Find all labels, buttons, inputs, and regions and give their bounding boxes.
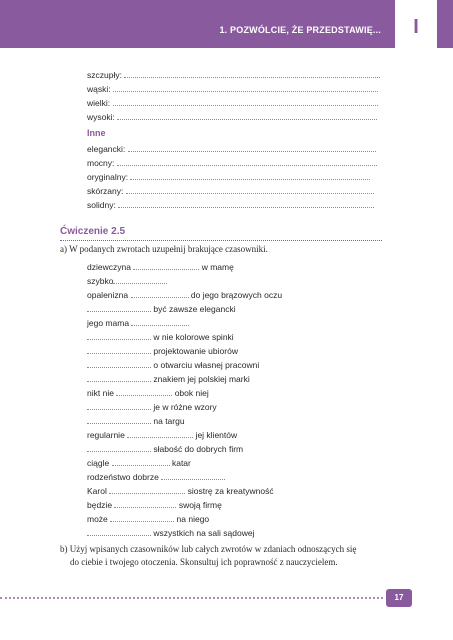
blank-field[interactable] [161, 470, 225, 480]
phrase-row [87, 274, 167, 287]
phrase-after: o otwarciu własnej pracowni [153, 360, 260, 370]
adjective-line [87, 184, 374, 197]
instruction-b-line2: do ciebie i twojego otoczenia. Skonsultuj ich poprawność z nauczycielem. [70, 557, 338, 567]
phrase-after: na niego [176, 514, 210, 524]
phrase-after: siostrę za kreatywność [187, 486, 274, 496]
phrase-row [87, 372, 250, 385]
phrase-row [87, 498, 222, 511]
phrase-row [87, 288, 282, 301]
phrase-row [87, 302, 236, 315]
section-heading-inne: Inne [87, 128, 106, 138]
adjective-line [87, 170, 370, 183]
phrase-row [87, 316, 189, 329]
phrase-row [87, 344, 238, 357]
adjective-label: elegancki: [87, 144, 126, 154]
running-head: 1. POZWÓLCIE, ŻE PRZEDSTAWIĘ... [219, 25, 381, 35]
phrase-row [87, 512, 209, 525]
phrase-before: dziewczyna [87, 262, 131, 272]
phrase-before: Karol [87, 486, 107, 496]
phrase-before: rodzeństwo dobrze [87, 472, 159, 482]
phrase-after: w mamę [201, 262, 234, 272]
phrase-after: na targu [153, 416, 185, 426]
header-band [0, 0, 453, 48]
phrase-before: opalenizna [87, 290, 129, 300]
phrase-after: jej klientów [195, 430, 238, 440]
phrase-before: jego mama [87, 318, 130, 328]
phrase-before: szybko [87, 276, 114, 286]
blank-field[interactable] [87, 414, 151, 424]
blank-field[interactable] [87, 344, 151, 354]
chapter-tab [395, 0, 437, 58]
blank-field[interactable] [109, 484, 185, 494]
adjective-line [87, 68, 380, 81]
blank-field[interactable] [131, 288, 189, 298]
blank-field[interactable] [117, 110, 377, 120]
phrase-after: do jego brązowych oczu [190, 290, 283, 300]
phrase-after: projektowanie ubiorów [153, 346, 238, 356]
blank-field[interactable] [87, 358, 151, 368]
adjective-label: wielki: [87, 98, 111, 108]
adjective-label: szczupły: [87, 70, 122, 80]
phrase-after: swoją firmę [178, 500, 222, 510]
phrase-after: być zawsze elegancki [153, 304, 236, 314]
footer-divider [0, 597, 383, 599]
blank-field[interactable] [118, 198, 374, 208]
adjective-line [87, 142, 376, 155]
adjective-line [87, 96, 378, 109]
phrase-after: słabość do dobrych firm [153, 444, 244, 454]
blank-field[interactable] [117, 156, 377, 166]
phrase-before: nikt nie [87, 388, 114, 398]
phrase-after: obok niej [174, 388, 209, 398]
phrase-after: w nie kolorowe spinki [153, 332, 234, 342]
phrase-row [87, 456, 191, 469]
phrase-row [87, 386, 209, 399]
phrase-row [87, 400, 217, 413]
blank-field[interactable] [112, 456, 170, 466]
phrase-after: wszystkich na sali sądowej [153, 528, 255, 538]
phrase-row [87, 470, 225, 483]
phrase-before: regularnie [87, 430, 125, 440]
phrase-row [87, 414, 185, 427]
blank-field[interactable] [126, 184, 374, 194]
adjective-label: skórzany: [87, 186, 124, 196]
blank-field[interactable] [113, 82, 378, 92]
blank-field[interactable] [128, 142, 376, 152]
adjective-line [87, 156, 377, 169]
phrase-before: ciągle [87, 458, 110, 468]
adjective-label: wysoki: [87, 112, 115, 122]
blank-field[interactable] [116, 386, 172, 396]
blank-field[interactable] [87, 372, 151, 382]
blank-field[interactable] [127, 428, 193, 438]
phrase-row [87, 442, 243, 455]
phrase-row [87, 428, 237, 441]
adjective-line [87, 198, 374, 211]
blank-field[interactable] [87, 400, 151, 410]
phrase-after: je w różne wzory [153, 402, 217, 412]
adjective-label: oryginalny: [87, 172, 129, 182]
blank-field[interactable] [87, 330, 151, 340]
chapter-number: I [413, 16, 419, 38]
blank-field[interactable] [133, 260, 199, 270]
phrase-row [87, 330, 234, 343]
phrase-after: znakiem jej polskiej marki [153, 374, 250, 384]
instruction-b-line1: b) Użyj wpisanych czasowników lub całych zwrotów w zdaniach odnoszących się [60, 544, 357, 554]
adjective-label: mocny: [87, 158, 115, 168]
blank-field[interactable] [87, 302, 151, 312]
adjective-label: wąski: [87, 84, 111, 94]
phrase-row [87, 526, 254, 539]
blank-field[interactable] [87, 526, 151, 536]
adjective-line [87, 110, 377, 123]
instruction-a: a) W podanych zwrotach uzupełnij brakujące czasowniki. [60, 244, 268, 254]
exercise-title: Ćwiczenie 2.5 [60, 226, 126, 237]
blank-field[interactable] [124, 68, 380, 78]
blank-field[interactable] [113, 274, 167, 284]
phrase-row [87, 260, 234, 273]
phrase-after: katar [171, 458, 191, 468]
blank-field[interactable] [113, 96, 378, 106]
blank-field[interactable] [114, 498, 176, 508]
blank-field[interactable] [131, 316, 189, 326]
adjective-label: solidny: [87, 200, 116, 210]
blank-field[interactable] [130, 170, 370, 180]
phrase-row [87, 484, 274, 497]
phrase-before: będzie [87, 500, 113, 510]
phrase-row [87, 358, 259, 371]
blank-field[interactable] [110, 512, 174, 522]
phrase-before: może [87, 514, 108, 524]
page-number: 17 [386, 589, 412, 607]
adjective-line [87, 82, 378, 95]
blank-field[interactable] [87, 442, 151, 452]
exercise-divider [60, 240, 382, 241]
